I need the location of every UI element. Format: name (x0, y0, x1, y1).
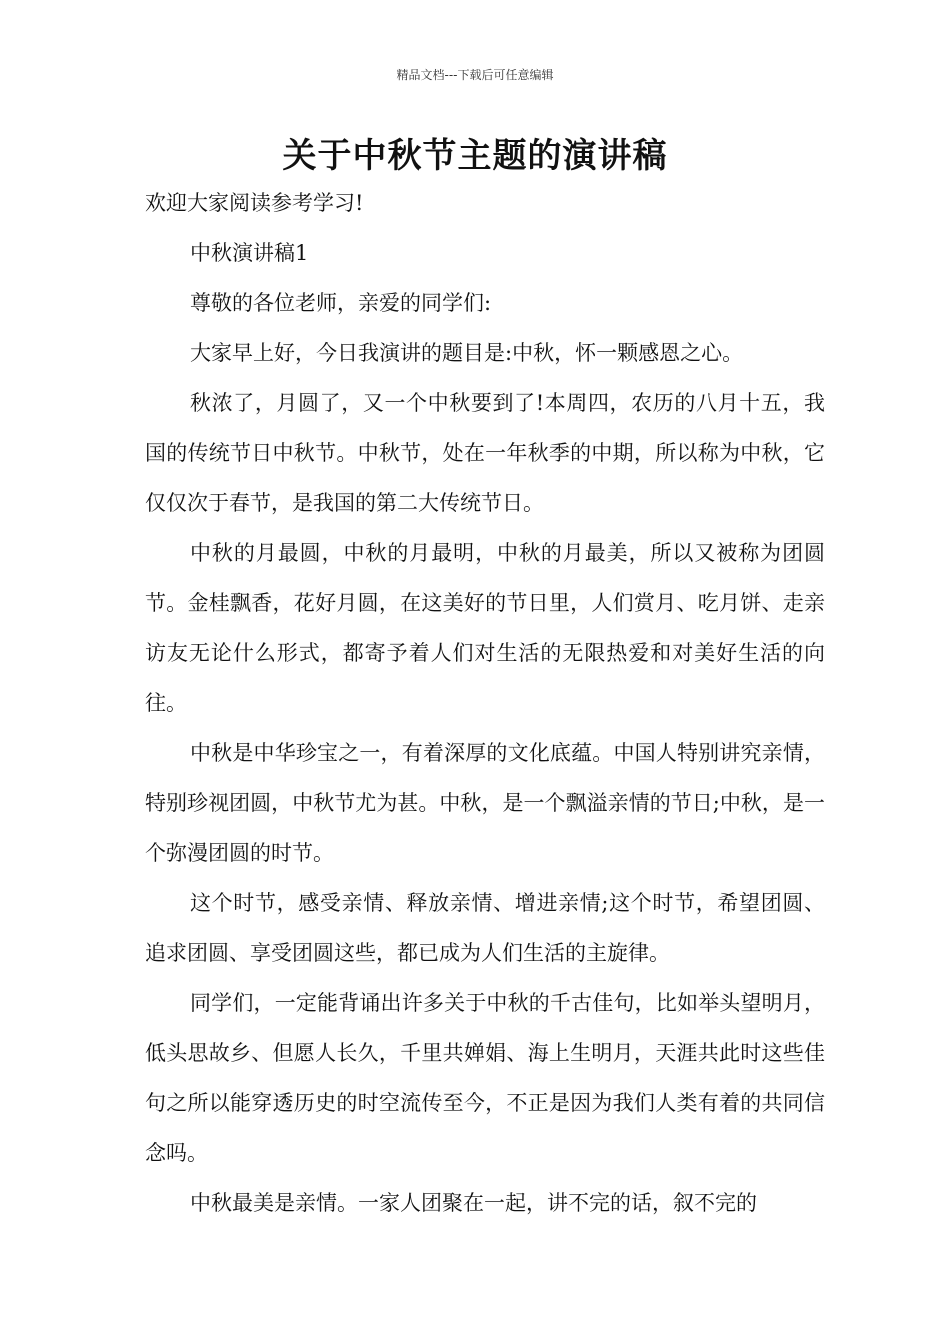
paragraph-body: 中秋的月最圆，中秋的月最明，中秋的月最美，所以又被称为团圆节。金桂飘香，花好月圆，在这美好的节日里，人们赏月、吃月饼、走亲访友无论什么形式，都寄予着人们对生活的无限热爱和对美好生活的向往。 (145, 541, 825, 715)
paragraph-salutation: 尊敬的各位老师，亲爱的同学们: (190, 291, 492, 315)
paragraph-speech-heading: 中秋演讲稿1 (190, 241, 309, 265)
paragraph-body: 中秋是中华珍宝之一，有着深厚的文化底蕴。中国人特别讲究亲情，特别珍视团圆，中秋节尤为甚。中秋，是一个飘溢亲情的节日;中秋，是一个弥漫团圆的时节。 (145, 741, 825, 865)
paragraph-body: 这个时节，感受亲情、释放亲情、增进亲情;这个时节，希望团圆、追求团圆、享受团圆这些，都已成为人们生活的主旋律。 (145, 891, 825, 965)
paragraph-greeting: 大家早上好，今日我演讲的题目是:中秋，怀一颗感恩之心。 (190, 341, 744, 365)
paragraph-body: 中秋最美是亲情。一家人团聚在一起，讲不完的话，叙不完的 (190, 1191, 757, 1215)
intro-line: 欢迎大家阅读参考学习! (145, 191, 364, 215)
document-body (145, 178, 825, 1228)
paragraph-body: 秋浓了，月圆了，又一个中秋要到了!本周四，农历的八月十五，我国的传统节日中秋节。中秋节，处在一年秋季的中期，所以称为中秋，它仅仅次于春节，是我国的第二大传统节日。 (145, 391, 825, 515)
document-title: 关于中秋节主题的演讲稿 (282, 136, 668, 176)
page-header-note: 精品文档---下载后可任意编辑 (396, 68, 554, 82)
paragraph-body: 同学们，一定能背诵出许多关于中秋的千古佳句，比如举头望明月，低头思故乡、但愿人长久，千里共婵娟、海上生明月，天涯共此时这些佳句之所以能穿透历史的时空流传至今，不正是因为我们人类有着的共同信念吗。 (145, 991, 825, 1165)
